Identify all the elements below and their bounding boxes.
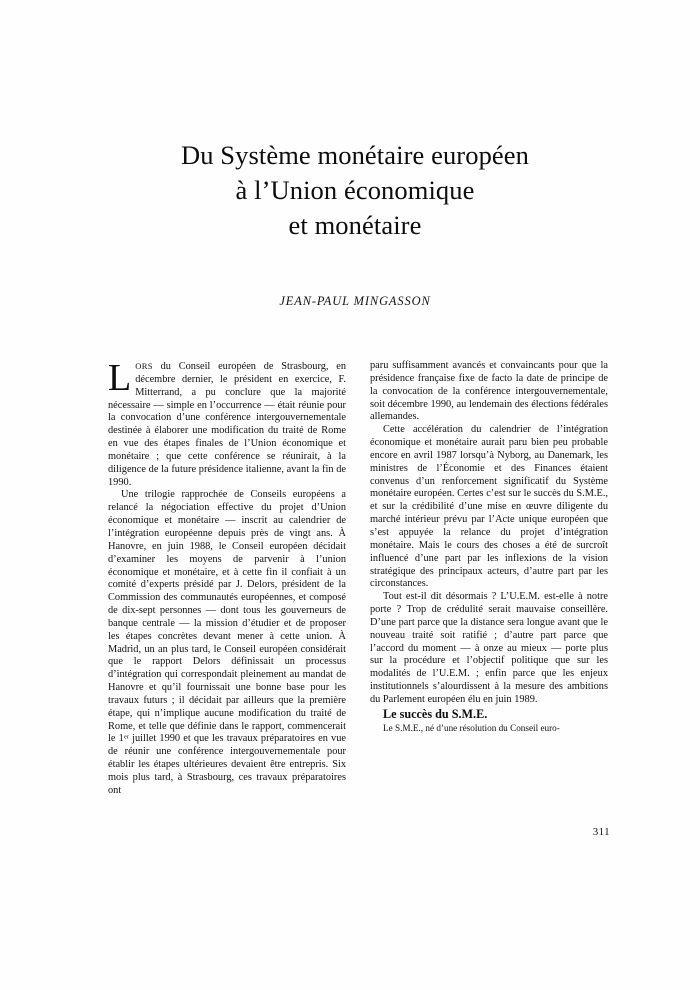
section-heading-succes-sme: Le succès du S.M.E. [383,706,488,721]
drop-cap-letter: L [108,357,132,399]
paragraph-trilogie [108,489,346,797]
paragraph-trilogie-part-b: juillet 1990 et que les travaux préparatoires en vue de réunir une conférence intergouvernementale pour établir les étapes ultérieures devaient être entrepris. Six mois plus tard, à Strasbourg, ces travaux préparatoires ont [108,733,346,796]
body-column-left [108,357,346,798]
ordinal-number: 1 [118,733,124,745]
paragraph-sme-resolution: Le S.M.E., né d’une résolution du Conseil euro- [383,722,560,733]
paragraph-opening [108,357,346,489]
ordinal-suffix: er [123,733,129,741]
author-byline: JEAN-PAUL MINGASSON [279,294,431,308]
body-column-right [370,360,608,734]
title-line-2: à l’Union économique [235,175,475,205]
paragraph-trilogie-part-a: Une trilogie rapprochée de Conseils européens a relancé la négociation effective du projet d’Union économique et monétaire — inscrit au calendrier de l’intégration européenne depuis près de vingt ans. À Hanovre, en juin 1988, le Conseil européen décidait d’examiner les moyens de parvenir à l’union économique et monétaire, et à cette fin il confiait à un comité d’experts présidé par J. Delors, président de la Commission des communautés européennes, et composé de dix-sept personnes — dont tous les gouverneurs de banque centrale — la mission d’étudier et de proposer les étapes concrètes devant mener à cette union. À Madrid, un an plus tard, le Conseil européen considérait que le rapport Delors définissait un processus d’intégration qui correspondait pleinement au mandat de Hanovre et qu’il fournissait une bonne base pour les travaux futurs ; il décidait par ailleurs que la première étape, qui n’implique aucune modification du traité de Rome, et telle que définie dans le rapport, commencerait le [108,489,346,745]
page-title [95,138,615,243]
page-number: 311 [592,826,610,838]
title-line-1: Du Système monétaire européen [180,140,530,170]
title-line-3: et monétaire [288,210,422,240]
paragraph-acceleration: Cette accélération du calendrier de l’intégration économique et monétaire aurait paru bien peu probable encore en avril 1987 lorsqu’à Nyborg, au Danemark, les ministres de l’Économie et des Finances étaient convenus d’un renforcement significatif du Système monétaire européen. Certes c’est sur le succès du S.M.E., et sur la crédibilité d’une mise en œuvre diligente du marché intérieur prévu par l’Acte unique européen que s’est appuyée la relance du projet d’intégration monétaire. Mais le cours des choses a été de surcroît influencé d’une part par les inflexions de la vision stratégique des principaux acteurs, d’autre part par les circonstances. [370,424,608,590]
paragraph-opening-text: du Conseil européen de Strasbourg, en décembre dernier, le président en exercice, F. Mitterrand, a pu conclure que la majorité nécessaire — simple en l’occurrence — était réunie pour la convocation d’une conférence intergouvernementale destinée à élaborer une modification du traité de Rome en vue des étapes finales de l’Union économique et monétaire ; que cette conférence se réunirait, à la diligence de la future présidence italienne, avant la fin de 1990. [108,361,346,488]
paragraph-tout-est-il-dit: Tout est-il dit désormais ? L’U.E.M. est-elle à notre porte ? Trop de crédulité serait mauvaise conseillère. D’une part parce que la distance sera longue avant que le nouveau traité soit ratifié ; d’autre part parce que l’accord du moment — à onze au mieux — porte plus sur la procédure et l’objectif politique que sur les modalités de l’U.E.M. ; enfin parce que les enjeux institutionnels s’alourdissent à la mesure des ambitions du Parlement européen élu en juin 1989. [370,591,608,705]
paragraph-continuation: paru suffisamment avancés et convaincants pour que la présidence française fixe de facto la date de principe de la convocation de la conférence intergouvernementale, soit décembre 1990, au lendemain des élections fédérales allemandes. [370,360,608,423]
opening-smallcaps: ORS [135,361,153,371]
